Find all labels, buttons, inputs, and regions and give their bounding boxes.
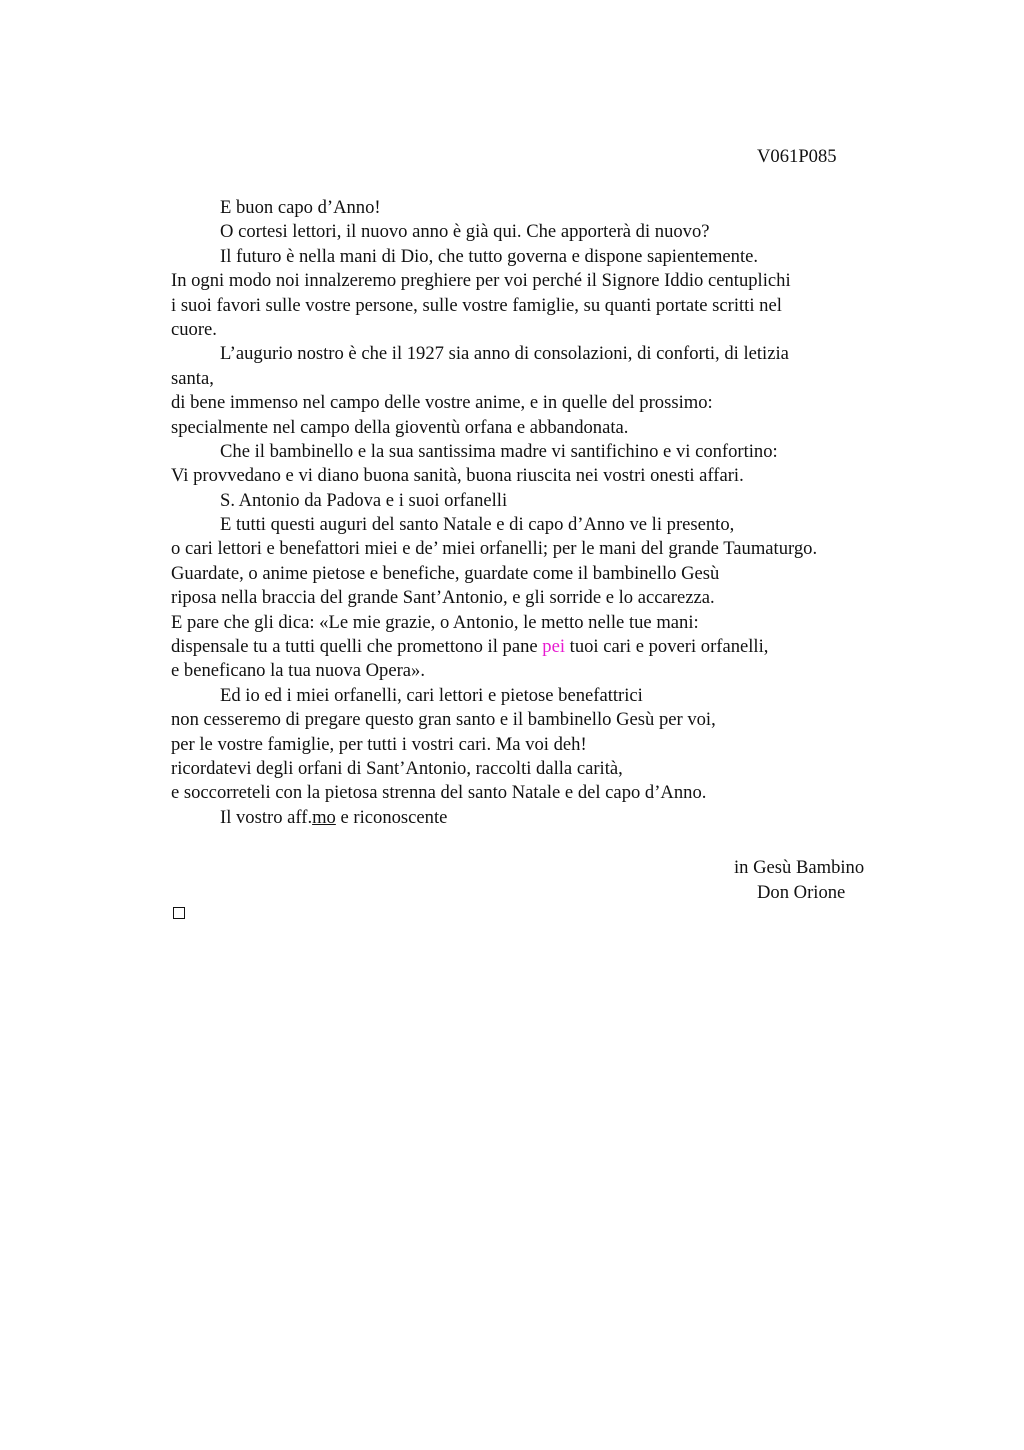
section-heading: S. Antonio da Padova e i suoi orfanelli	[220, 489, 508, 511]
closing-line	[171, 806, 911, 830]
text-line: Il futuro è nella mani di Dio, che tutto governa e dispone sapientemente.	[220, 245, 759, 267]
text-line: E pare che gli dica: «Le mie grazie, o Antonio, le metto nelle tue mani:	[171, 611, 699, 633]
text-line: E tutti questi auguri del santo Natale e di capo d’Anno ve li presento,	[220, 514, 735, 536]
text-line: e soccorreteli con la pietosa strenna del santo Natale e del capo d’Anno.	[171, 782, 707, 804]
text-line: riposa nella braccia del grande Sant’Antonio, e gli sorride e lo accarezza.	[171, 587, 715, 609]
page-reference-code: V061P085	[757, 146, 837, 167]
text-line: In ogni modo noi innalzeremo preghiere per voi perché il Signore Iddio centuplichi	[171, 270, 791, 292]
text-line: di bene immenso nel campo delle vostre anime, e in quelle del prossimo:	[171, 392, 713, 414]
signature-line-1: in Gesù Bambino	[734, 857, 865, 878]
letter-body	[171, 196, 911, 830]
text-line: e beneficano la tua nuova Opera».	[171, 660, 425, 682]
signature-name: Don Orione	[757, 882, 846, 903]
text-line: O cortesi lettori, il nuovo anno è già qui. Che apporterà di nuovo?	[220, 221, 710, 243]
text-line: Che il bambinello e la sua santissima madre vi santifichino e vi confortino:	[220, 440, 778, 462]
text-line: per le vostre famiglie, per tutti i vostri cari. Ma voi deh!	[171, 733, 587, 755]
text-line: L’augurio nostro è che il 1927 sia anno di consolazioni, di conforti, di letizia	[220, 343, 789, 365]
text-line-with-highlight	[171, 635, 911, 659]
text-segment: Il vostro aff.	[220, 806, 313, 828]
text-line: santa,	[171, 367, 214, 389]
checkbox-square-icon	[173, 907, 185, 919]
text-line: i suoi favori sulle vostre persone, sulle vostre famiglie, su quanti portate scritti nel	[171, 294, 782, 316]
text-line: o cari lettori e benefattori miei e de’ miei orfanelli; per le mani del grande Taumaturgo.	[171, 538, 818, 560]
greeting-line: E buon capo d’Anno!	[220, 197, 381, 218]
text-segment: tuoi cari e poveri orfanelli,	[565, 636, 769, 658]
text-segment: dispensale tu a tutti quelli che promettono il pane	[171, 636, 543, 658]
text-line: ricordatevi degli orfani di Sant’Antonio, raccolti dalla carità,	[171, 757, 623, 779]
text-line: non cesseremo di pregare questo gran santo e il bambinello Gesù per voi,	[171, 709, 716, 731]
highlighted-word: pei	[542, 636, 565, 658]
text-line: Vi provvedano e vi diano buona sanità, buona riuscita nei vostri onesti affari.	[171, 465, 744, 487]
text-line: specialmente nel campo della gioventù orfana e abbandonata.	[171, 416, 629, 438]
underlined-abbreviation: mo	[312, 806, 336, 828]
text-line: Ed io ed i miei orfanelli, cari lettori e pietose benefattrici	[220, 684, 643, 706]
signature-block	[700, 855, 910, 905]
text-line: Guardate, o anime pietose e benefiche, guardate come il bambinello Gesù	[171, 562, 720, 584]
text-line: cuore.	[171, 318, 217, 340]
text-segment: e riconoscente	[335, 806, 448, 828]
